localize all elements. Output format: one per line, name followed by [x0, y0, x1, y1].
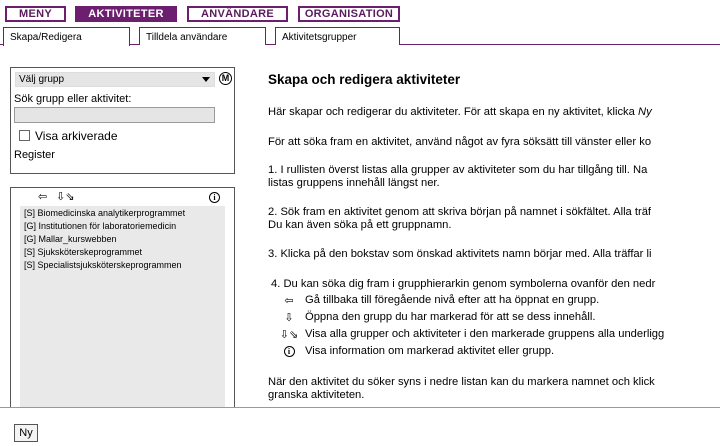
legend-text: Öppna den grupp du har markerad för att se dess innehåll. [305, 311, 596, 323]
legend-text: Gå tillbaka till föregående nivå efter att ha öppnat en grupp. [305, 294, 600, 306]
search-panel [10, 67, 235, 174]
archive-checkbox[interactable] [19, 130, 30, 141]
sub-tabs [0, 26, 720, 45]
list-item[interactable]: [G] Institutionen för laboratoriemedicin [24, 221, 177, 231]
activity-list[interactable] [20, 206, 225, 413]
intro-text: Här skapar och redigerar du aktiviteter. För att skapa en ny aktivitet, klicka [268, 106, 638, 118]
info-icon [278, 345, 300, 357]
legend-show-all [278, 328, 665, 342]
list-item[interactable]: [S] Biomedicinska analytikerprogrammet [24, 208, 186, 218]
register-link[interactable]: Register [14, 149, 55, 161]
chevron-down-icon [202, 77, 210, 82]
nav-organisation[interactable]: ORGANISATION [298, 6, 400, 22]
step1-line1: 1. I rullisten överst listas alla grupper av aktiviteter som du har tillgång till. Na [268, 164, 648, 176]
list-item[interactable]: [S] Specialistsjuksköterskeprogrammen [24, 260, 182, 270]
legend-text: Visa alla grupper och aktiviteter i den markerade gruppens alla underligg [305, 328, 665, 340]
nav-aktiviteter[interactable]: AKTIVITETER [75, 6, 177, 22]
step1-line2: listas gruppens innehåll längst ner. [268, 177, 440, 189]
step4-text: 4. Du kan söka dig fram i grupphierarkin genom symbolerna ovanför den nedr [271, 278, 656, 290]
open-icon: ⇩ [284, 312, 294, 324]
help-content [268, 72, 720, 412]
tab-tilldela-anvandare[interactable]: Tilldela användare [139, 27, 266, 45]
info-icon[interactable]: i [209, 192, 220, 203]
show-all-icon: ⇩⇘ [279, 329, 299, 341]
info-glyph: i [284, 346, 295, 357]
archive-label: Visa arkiverade [35, 129, 118, 143]
step3-text: 3. Klicka på den bokstav som önskad aktivitets namn börjar med. Alla träffar li [268, 248, 652, 260]
intro-paragraph [268, 106, 652, 119]
search-input[interactable] [14, 107, 215, 123]
m-circle-icon[interactable]: M [219, 72, 232, 85]
search-paragraph: För att söka fram en aktivitet, använd något av fyra söksätt till vänster eller ko [268, 136, 652, 148]
top-navigation [0, 0, 720, 24]
final-line2: granska aktiviteten. [268, 389, 365, 401]
show-all-icon[interactable]: ⇩⇘ [56, 190, 75, 203]
search-label: Sök grupp eller aktivitet: [14, 93, 132, 105]
legend-open [278, 311, 596, 325]
back-icon: ⇦ [284, 295, 294, 307]
legend-text: Visa information om markerad aktivitet eller grupp. [305, 345, 555, 357]
bottom-toolbar [0, 407, 720, 446]
tab-aktivitetsgrupper[interactable]: Aktivitetsgrupper [275, 27, 400, 45]
legend-info [278, 345, 555, 359]
list-item[interactable]: [S] Sjuksköterskeprogrammet [24, 247, 143, 257]
page-title: Skapa och redigera aktiviteter [268, 72, 461, 87]
back-icon[interactable]: ⇦ [38, 190, 48, 203]
nav-meny[interactable]: MENY [5, 6, 66, 22]
group-select[interactable] [15, 72, 215, 87]
new-button[interactable]: Ny [14, 424, 38, 442]
final-line1: När den aktivitet du söker syns i nedre listan kan du markera namnet och klick [268, 376, 655, 388]
group-select-value: Välj grupp [19, 74, 65, 85]
nav-anvandare[interactable]: ANVÄNDARE [187, 6, 288, 22]
tab-skapa-redigera[interactable]: Skapa/Redigera [3, 27, 130, 46]
intro-emphasis: Ny [637, 106, 652, 118]
list-item[interactable]: [G] Mallar_kurswebben [24, 234, 117, 244]
activity-tree-panel [10, 187, 235, 412]
step2-line2: Du kan även söka på ett gruppnamn. [268, 219, 452, 231]
step2-line1: 2. Sök fram en aktivitet genom att skriva början på namnet i sökfältet. Alla träf [268, 206, 652, 218]
legend-back [278, 294, 600, 308]
